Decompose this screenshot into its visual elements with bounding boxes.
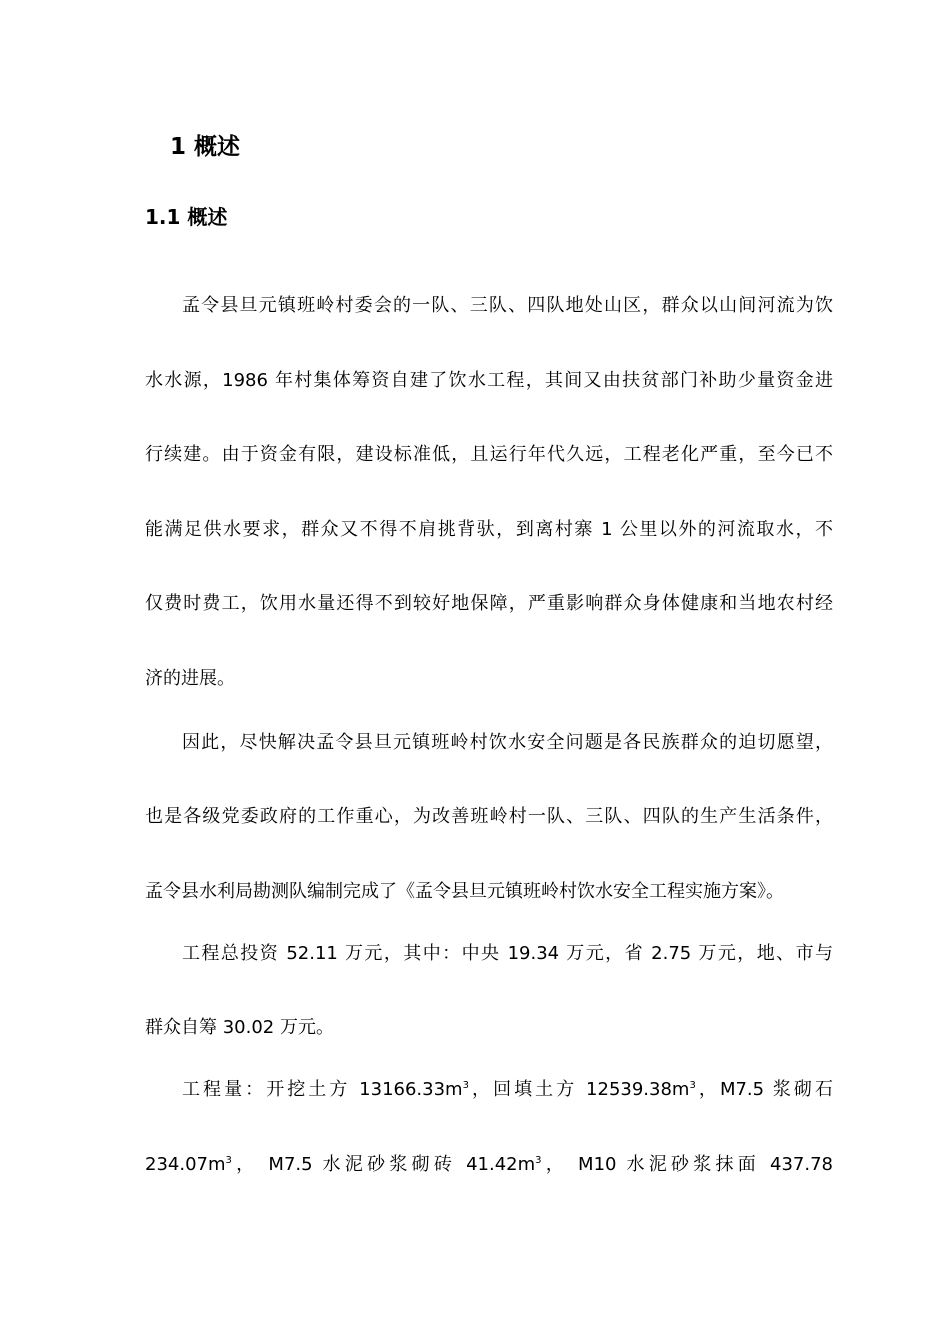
superscript: 3 xyxy=(462,1080,469,1091)
superscript: 3 xyxy=(225,1155,232,1166)
para2-line: 也是各级党委政府的工作重心，为改善班岭村一队、三队、四队的生产生活条件， xyxy=(145,806,833,827)
superscript: 3 xyxy=(535,1155,542,1166)
para4-text: ， M10 水泥砂浆抹面 437.78 xyxy=(541,1154,833,1175)
para1-line: 孟令县旦元镇班岭村委会的一队、三队、四队地处山区，群众以山间河流为饮 xyxy=(182,295,833,316)
para4-line xyxy=(145,1153,833,1177)
para1-line: 济的进展。 xyxy=(145,668,235,689)
para4-text: 234.07m xyxy=(145,1154,226,1175)
para4-text: ， M7.5 水泥砂浆砌砖 41.42m xyxy=(231,1154,536,1175)
para4-line xyxy=(182,1078,833,1102)
para4-text: ，M7.5 浆砌石 xyxy=(695,1079,833,1100)
section-heading: 1.1 概述 xyxy=(145,205,228,229)
superscript: 3 xyxy=(689,1080,696,1091)
chapter-heading: 1 概述 xyxy=(170,134,241,160)
para2-line: 因此，尽快解决孟令县旦元镇班岭村饮水安全问题是各民族群众的迫切愿望， xyxy=(182,732,833,753)
para2-line: 孟令县水利局勘测队编制完成了《孟令县旦元镇班岭村饮水安全工程实施方案》。 xyxy=(145,881,784,902)
para1-line: 行续建。由于资金有限，建设标准低，且运行年代久远，工程老化严重，至今已不 xyxy=(145,444,833,465)
para4-text: 工程量：开挖土方 13166.33m xyxy=(182,1079,463,1100)
para1-line: 水水源，1986 年村集体筹资自建了饮水工程，其间又由扶贫部门补助少量资金进 xyxy=(145,370,833,391)
para4-text: ，回填土方 12539.38m xyxy=(468,1079,690,1100)
para1-line: 仅费时费工，饮用水量还得不到较好地保障，严重影响群众身体健康和当地农村经 xyxy=(145,593,833,614)
para3-line: 群众自筹 30.02 万元。 xyxy=(145,1017,334,1038)
para1-line: 能满足供水要求，群众又不得不肩挑背驮，到离村寨 1 公里以外的河流取水，不 xyxy=(145,519,833,540)
para3-line: 工程总投资 52.11 万元，其中：中央 19.34 万元，省 2.75 万元，地、市与 xyxy=(182,943,833,964)
